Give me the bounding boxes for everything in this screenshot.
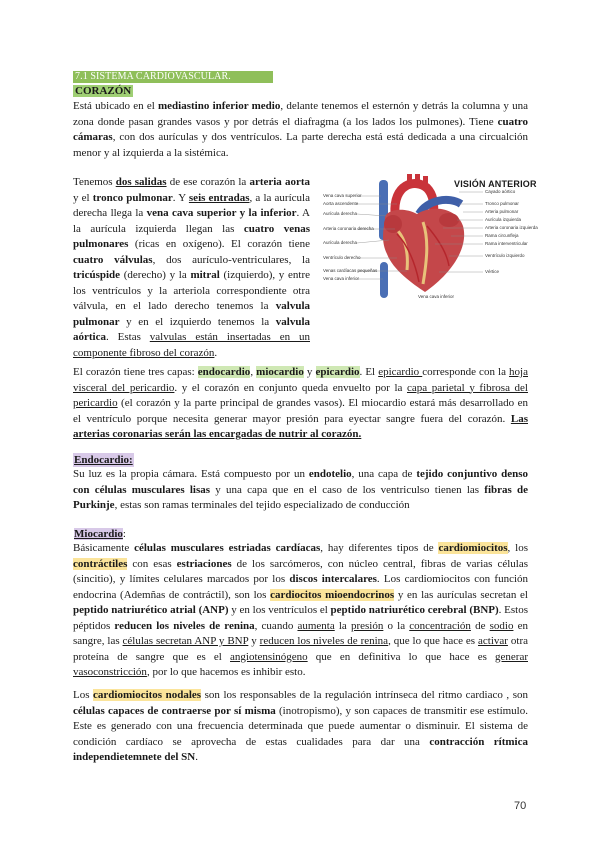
figure-label: Cayado aórtico xyxy=(485,189,516,194)
figure-label: Vena cava superior xyxy=(323,193,362,198)
figure-label: Aorta ascendente xyxy=(323,201,359,206)
layers-paragraph: El corazón tiene tres capas: endocardio, miocardio y epicardio. El epicardio corresponde con la hoja visceral del pericardio. y el corazón en conjunto queda envuelto por la capa parietal y fibrosa del pericardio (el corazón y la parte principal de grandes vasos). El miocardio estará más desarrollado en el ventrículo porque necesita generar mayor presión para eyectar sangre fuera del corazón. Las arterias coronarias serán las encargadas de nutrir al corazón. xyxy=(73,366,528,440)
section-title: 7.1 SISTEMA CARDIOVASCULAR. xyxy=(73,71,273,83)
figure-label: Vértice xyxy=(485,269,500,274)
figure-label: Tronco pulmonar xyxy=(485,201,519,206)
heart-anatomy-figure xyxy=(323,174,538,302)
page-number: 70 xyxy=(514,800,527,812)
figure-label: Arteria coronaria derecha xyxy=(323,226,374,231)
endocardio-paragraph: Su luz es la propia cámara. Está compuesto por un endotelio, una capa de tejido conjuntivo denso con células musculares lisas y una capa que en el caso de los ventriculso tienen las fibras de Purkinje, estas son ramas terminales del tejido especializado de conducción xyxy=(73,468,528,511)
endocardio-heading: Endocardio: xyxy=(74,454,133,466)
subsection-title: CORAZÓN xyxy=(75,85,132,97)
figure-label: Rama interventricular xyxy=(485,241,528,246)
exits-entries-paragraph: Tenemos dos salidas de ese corazón la arteria aorta y el tronco pulmonar. Y seis entradas, a la aurícula derecha llega la vena cava superior y la inferior. A la aurícula izquierda llegan las cuatro venas pulmonares (ricas en oxígeno). El corazón tiene cuatro válvulas, dos aurículo-ventriculares, la tricúspide (derecho) y la mitral (izquierdo), y entre los ventrículos y la arteriola correspondiente otra válvula, en el lado derecho tenemos la valvula pulmonar y en el izquierdo tenemos la valvula aórtica. Estas valvulas están insertadas en un componente fibroso del corazón. xyxy=(73,176,311,359)
figure-label: Vena cava inferior xyxy=(418,294,455,299)
figure-label: Aurícula izquierda xyxy=(485,217,522,222)
figure-label: Ventrículo derecho xyxy=(323,255,361,260)
nodales-paragraph: Los cardiomiocitos nodales son los responsables de la regulación intrínseca del ritmo cardiaco , son células capaces de contraerse por sí misma (inotropismo), y son capaces de transmitir ese estímulo. Este es generado con una frecuencia determinada que puede aumentar o disminuir. El sistema de condición cardíaco se aprovecha de estas cualidades para dar una contracción rítmica independietemnete del SN. xyxy=(73,689,528,763)
figure-label: Ventrículo izquierdo xyxy=(485,253,525,258)
miocardio-paragraph: Básicamente células musculares estriadas cardíacas, hay diferentes tipos de cardiomiocitos, los contráctiles con esas estriaciones de los sarcómeros, con núcleo central, fibras de varias células (sincitio), y límites celulares marcados por los discos intercalares. Los cardiomiocitos con función endocrina (Ademñas de contráctil), son los cardiocitos mioendocrinos y en las aurículas secretan el peptido natriurético atrial (ANP) y en los ventrículos el peptido natriurético cerebral (BNP). Estos péptidos reducen los niveles de renina, cuando aumenta la presión o la concentración de sodio en sangre, las células secretan ANP y BNP y reducen los niveles de renina, que lo que hace es activar otra proteína de sangre que es el angiotensinógeno que en definitiva lo que hace es generar vasoconstricción, por lo que hacemos es inhibir esto. xyxy=(73,542,529,678)
figure-label: Aurícula derecha xyxy=(323,211,358,216)
miocardio-heading: Miocardio: xyxy=(74,528,126,540)
intro-paragraph: Está ubicado en el mediastino inferior medio, delante tenemos el esternón y detrás la columna y una zona donde pasan grandes vasos y por detrás el diafragma (a los lados los pulmones). Tiene cuatro cámaras, con dos aurículas y dos ventrículos. La parte derecha está está dedicada a una circualción menor y al izquierda a la sistémica. xyxy=(73,100,528,159)
vena-cava-inferior-shape xyxy=(380,262,388,298)
figure-label: Arteria pulmonar xyxy=(485,209,519,214)
figure-label: Arteria coronaria izquierda xyxy=(485,225,538,230)
figure-title: VISIÓN ANTERIOR xyxy=(454,179,537,189)
figure-label: Rama circunfleja xyxy=(485,233,519,238)
figure-label: Vena cava inferior xyxy=(323,276,360,281)
figure-label: Venas cardíacas pequeñas xyxy=(323,268,378,273)
figure-label: Aurícula derecha xyxy=(323,240,358,245)
